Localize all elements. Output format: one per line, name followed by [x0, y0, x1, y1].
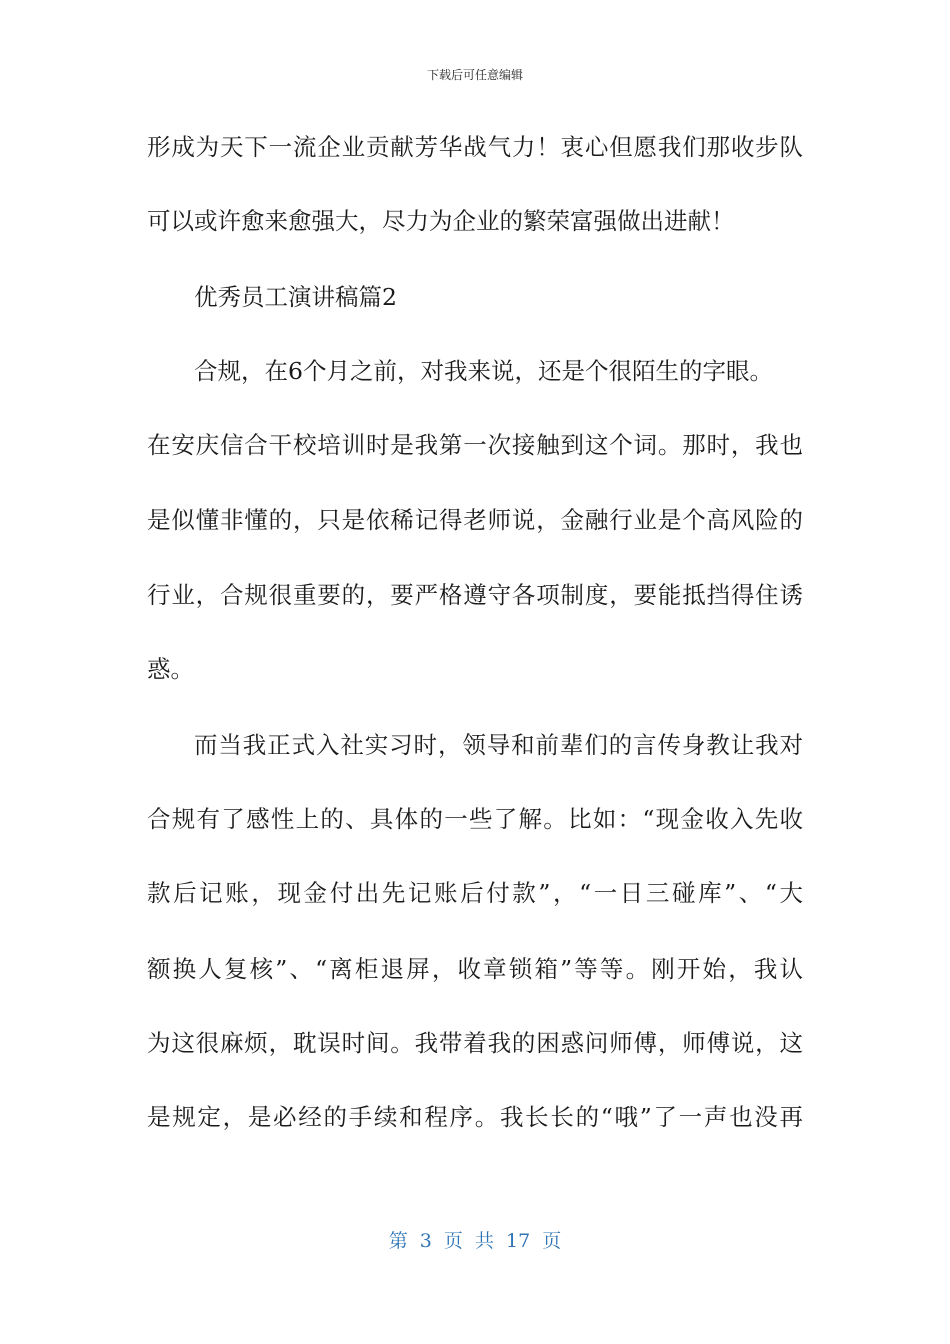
text-line: 而当我正式入社实习时，领导和前辈们的言传身教让我对: [194, 731, 803, 759]
text-line: 是似懂非懂的，只是依稀记得老师说，金融行业是个高风险的: [147, 506, 803, 534]
text-line: 合规有了感性上的、具体的一些了解。比如：“现金收入先收: [147, 805, 803, 833]
text-line: 在安庆信合干校培训时是我第一次接触到这个词。那时，我也: [147, 431, 803, 459]
text-line: 可以或许愈来愈强大，尽力为企业的繁荣富强做出进献！: [147, 207, 735, 235]
text-line: 惑。: [147, 655, 194, 683]
text-line: 行业，合规很重要的，要严格遵守各项制度，要能抵挡得住诱: [147, 581, 803, 609]
text-line: 合规，在6个月之前，对我来说，还是个很陌生的字眼。: [194, 357, 773, 385]
text-line: 额换人复核”、“离柜退屏，收章锁箱”等等。刚开始，我认: [147, 955, 803, 983]
text-line: 形成为天下一流企业贡献芳华战气力！衷心但愿我们那收步队: [147, 133, 803, 161]
text-line: 为这很麻烦，耽误时间。我带着我的困惑问师傅，师傅说，这: [147, 1029, 803, 1057]
text-line: 款后记账，现金付出先记账后付款”，“一日三碰库”、“大: [147, 879, 803, 907]
text-line: 是规定，是必经的手续和程序。我长长的“哦”了一声也没再: [147, 1103, 803, 1131]
page-number-footer: 第 3 页 共 17 页: [388, 1230, 562, 1252]
header-note: 下载后可任意编辑: [426, 68, 523, 82]
section-heading: 优秀员工演讲稿篇2: [194, 283, 397, 311]
